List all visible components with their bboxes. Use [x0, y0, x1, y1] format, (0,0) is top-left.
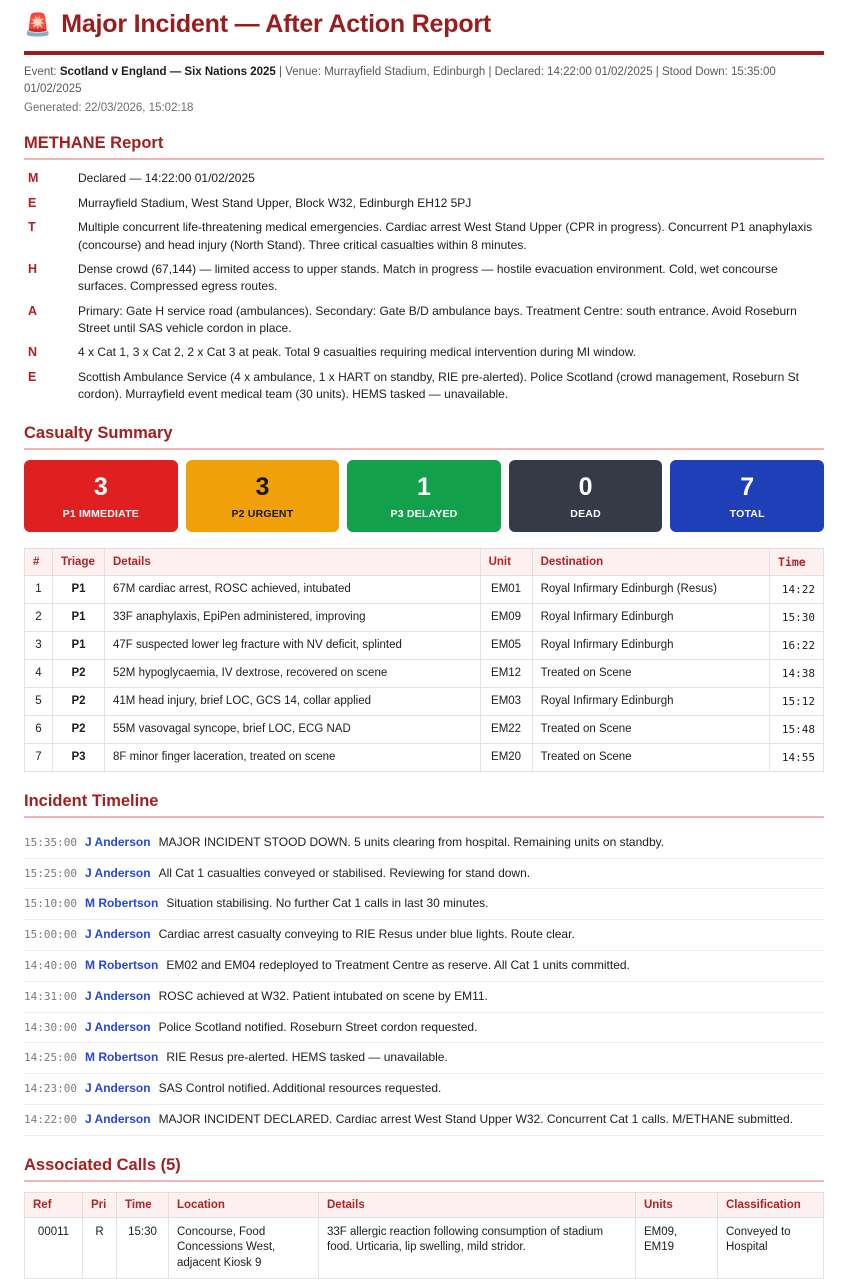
timeline-list	[24, 828, 824, 1136]
methane-section	[24, 134, 824, 403]
call-time: 15:30	[117, 1217, 169, 1279]
casualty-unit: EM20	[480, 743, 532, 771]
table-row[interactable]	[25, 631, 824, 659]
timeline-text: MAJOR INCIDENT DECLARED. Cardiac arrest West Stand Upper W32. Concurrent Cat 1 calls. M/ETHANE submitted.	[158, 1112, 793, 1127]
methane-text: Scottish Ambulance Service (4 x ambulance, 1 x HART on standby, RIE pre-alerted). Police Scotland (crowd management, Roseburn St cordon). Murrayfield event medical team (30 units). HEMS tasked — unavailable.	[78, 369, 800, 402]
timeline-entry	[24, 889, 824, 920]
casualty-time: 14:55	[770, 743, 824, 771]
event-name: Scotland v England — Six Nations 2025	[59, 66, 276, 78]
casualty-triage: P2	[53, 687, 105, 715]
timeline-time: 15:10:00	[24, 897, 77, 911]
timeline-divider	[24, 816, 824, 818]
meta-rest: | Venue: Murrayfield Stadium, Edinburgh | Declared: 14:22:00 01/02/2025 | Stood Down: 15:35:00 01/02/2025	[24, 66, 776, 95]
calls-table-body	[25, 1217, 824, 1279]
methane-text: 4 x Cat 1, 3 x Cat 2, 2 x Cat 3 at peak. Total 9 casualties requiring medical intervention during MI window.	[78, 345, 637, 360]
table-row[interactable]	[25, 1217, 824, 1279]
methane-text: Dense crowd (67,144) — limited access to upper stands. Match in progress — hostile evacuation environment. Cold, wet concourse surfaces. Compressed egress routes.	[78, 261, 778, 294]
methane-row	[24, 369, 824, 404]
methane-text: Primary: Gate H service road (ambulances). Secondary: Gate B/D ambulance bays. Treatment Centre: south entrance. Avoid Roseburn Street until SAS vehicle cordon in place.	[78, 303, 797, 336]
card-count: 0	[578, 472, 593, 501]
card-label: P2 URGENT	[231, 507, 294, 520]
casualty-card-p1-immediate	[24, 460, 178, 532]
timeline-user: M Robertson	[84, 1050, 159, 1065]
calls-col-header: Location	[169, 1192, 319, 1217]
calls-col-header: Units	[636, 1192, 718, 1217]
casualty-card-total	[670, 460, 824, 532]
methane-text: Declared — 14:22:00 01/02/2025	[78, 171, 255, 186]
timeline-section	[24, 792, 824, 1136]
methane-letter: T	[28, 220, 36, 235]
methane-row	[24, 170, 824, 187]
methane-row	[24, 195, 824, 212]
casualty-index: 3	[25, 631, 53, 659]
timeline-time: 14:23:00	[24, 1082, 77, 1096]
calls-col-header: Details	[319, 1192, 636, 1217]
table-row[interactable]	[25, 659, 824, 687]
timeline-user: M Robertson	[84, 958, 159, 973]
calls-divider	[24, 1180, 824, 1182]
timeline-text: Situation stabilising. No further Cat 1 calls in last 30 minutes.	[166, 896, 489, 911]
card-count: 3	[93, 472, 108, 501]
timeline-entry	[24, 951, 824, 982]
casualty-time: 15:48	[770, 715, 824, 743]
timeline-user: J Anderson	[84, 834, 151, 849]
casualty-triage: P2	[53, 659, 105, 687]
casualty-details: 33F anaphylaxis, EpiPen administered, improving	[105, 603, 481, 631]
methane-row	[24, 344, 824, 361]
casualty-details: 52M hypoglycaemia, IV dextrose, recovered on scene	[105, 659, 481, 687]
casualty-time: 14:22	[770, 575, 824, 603]
call-ref: 00011	[25, 1217, 83, 1279]
page-title-text: Major Incident — After Action Report	[61, 10, 492, 38]
timeline-user: J Anderson	[84, 927, 151, 942]
casualty-table-body	[25, 575, 824, 771]
casualty-unit: EM01	[480, 575, 532, 603]
casualty-triage: P1	[53, 575, 105, 603]
timeline-text: ROSC achieved at W32. Patient intubated on scene by EM11.	[158, 988, 488, 1003]
casualty-index: 7	[25, 743, 53, 771]
card-label: DEAD	[570, 507, 601, 520]
casualty-index: 1	[25, 575, 53, 603]
methane-list	[24, 170, 824, 403]
casualty-details: 55M vasovagal syncope, brief LOC, ECG NAD	[105, 715, 481, 743]
methane-letter: E	[28, 369, 37, 384]
table-row[interactable]	[25, 603, 824, 631]
card-label: P1 IMMEDIATE	[62, 507, 139, 520]
methane-letter: M	[28, 171, 39, 186]
casualty-destination: Treated on Scene	[532, 659, 769, 687]
generated-timestamp: Generated: 22/03/2026, 15:02:18	[24, 102, 194, 115]
casualty-card-p2-urgent	[186, 460, 340, 532]
casualty-time: 14:38	[770, 659, 824, 687]
casualty-destination: Royal Infirmary Edinburgh	[532, 687, 769, 715]
casualty-unit: EM22	[480, 715, 532, 743]
timeline-entry	[24, 1105, 824, 1136]
siren-icon: 🚨	[24, 11, 52, 37]
methane-row	[24, 219, 824, 254]
timeline-time: 15:00:00	[24, 928, 77, 942]
casualty-col-header: Details	[105, 548, 481, 575]
timeline-entry	[24, 982, 824, 1013]
timeline-time: 14:30:00	[24, 1020, 77, 1034]
casualty-col-header: Destination	[532, 548, 769, 575]
timeline-user: J Anderson	[84, 865, 151, 880]
casualty-index: 4	[25, 659, 53, 687]
casualty-triage: P3	[53, 743, 105, 771]
call-classification: Conveyed to Hospital	[718, 1217, 824, 1279]
methane-letter: N	[28, 345, 38, 360]
casualty-details: 47F suspected lower leg fracture with NV deficit, splinted	[105, 631, 481, 659]
casualty-unit: EM05	[480, 631, 532, 659]
timeline-heading: Incident Timeline	[24, 791, 159, 810]
table-row[interactable]	[25, 743, 824, 771]
casualty-table	[24, 548, 824, 772]
casualty-col-header: Unit	[480, 548, 532, 575]
timeline-text: Police Scotland notified. Roseburn Street cordon requested.	[158, 1019, 478, 1034]
timeline-time: 14:25:00	[24, 1051, 77, 1065]
timeline-entry	[24, 1043, 824, 1074]
meta-prefix: Event:	[24, 66, 60, 78]
timeline-user: J Anderson	[84, 1081, 151, 1096]
casualty-destination: Royal Infirmary Edinburgh	[532, 631, 769, 659]
title-divider	[24, 51, 824, 55]
timeline-text: All Cat 1 casualties conveyed or stabilised. Reviewing for stand down.	[158, 865, 531, 880]
timeline-user: J Anderson	[84, 1112, 151, 1127]
casualty-details: 8F minor finger laceration, treated on scene	[105, 743, 481, 771]
casualty-col-header: #	[25, 548, 53, 575]
methane-letter: H	[28, 261, 38, 276]
casualty-time: 15:12	[770, 687, 824, 715]
card-label: P3 DELAYED	[390, 507, 458, 520]
casualty-unit: EM03	[480, 687, 532, 715]
timeline-text: MAJOR INCIDENT STOOD DOWN. 5 units clearing from hospital. Remaining units on standby.	[158, 834, 665, 849]
timeline-time: 14:40:00	[24, 959, 77, 973]
methane-text: Murrayfield Stadium, West Stand Upper, Block W32, Edinburgh EH12 5PJ	[78, 195, 472, 210]
methane-letter: E	[28, 195, 37, 210]
report-header	[24, 0, 824, 114]
casualty-details: 67M cardiac arrest, ROSC achieved, intubated	[105, 575, 481, 603]
calls-col-header: Ref	[25, 1192, 83, 1217]
calls-section	[24, 1156, 824, 1279]
methane-heading: METHANE Report	[24, 134, 164, 153]
timeline-entry	[24, 1074, 824, 1105]
casualty-card-p3-delayed	[347, 460, 501, 532]
timeline-text: SAS Control notified. Additional resources requested.	[158, 1081, 442, 1096]
casualty-col-header: Triage	[53, 548, 105, 575]
card-count: 1	[417, 472, 431, 501]
call-units: EM09, EM19	[636, 1217, 718, 1279]
casualty-time: 15:30	[770, 603, 824, 631]
casualty-heading: Casualty Summary	[24, 423, 173, 442]
casualty-triage: P1	[53, 631, 105, 659]
timeline-text: EM02 and EM04 redeployed to Treatment Centre as reserve. All Cat 1 units committed.	[166, 958, 630, 973]
card-count: 3	[255, 472, 270, 501]
methane-row	[24, 303, 824, 338]
casualty-destination: Treated on Scene	[532, 715, 769, 743]
calls-heading: Associated Calls (5)	[24, 1155, 181, 1174]
casualty-details: 41M head injury, brief LOC, GCS 14, collar applied	[105, 687, 481, 715]
casualty-index: 6	[25, 715, 53, 743]
timeline-user: M Robertson	[84, 896, 159, 911]
casualty-destination: Royal Infirmary Edinburgh (Resus)	[532, 575, 769, 603]
casualty-triage: P2	[53, 715, 105, 743]
timeline-user: J Anderson	[84, 988, 151, 1003]
timeline-entry	[24, 828, 824, 859]
casualty-destination: Treated on Scene	[532, 743, 769, 771]
casualty-time: 16:22	[770, 631, 824, 659]
timeline-entry	[24, 920, 824, 951]
calls-col-header: Time	[117, 1192, 169, 1217]
casualty-destination: Royal Infirmary Edinburgh	[532, 603, 769, 631]
casualty-unit: EM12	[480, 659, 532, 687]
methane-divider	[24, 158, 824, 160]
timeline-time: 15:35:00	[24, 835, 77, 849]
methane-letter: A	[28, 303, 38, 318]
casualty-triage: P1	[53, 603, 105, 631]
incident-meta	[24, 64, 824, 97]
timeline-entry	[24, 1013, 824, 1044]
methane-text: Multiple concurrent life-threatening medical emergencies. Cardiac arrest West Stand Upper (CPR in progress). Concurrent P1 anaphylaxis (concourse) and head injury (North Stand). Three critical casualties within 8 minutes.	[78, 220, 813, 252]
card-count: 7	[740, 472, 755, 501]
casualty-section	[24, 424, 824, 772]
call-priority: R	[83, 1217, 117, 1279]
table-row[interactable]	[25, 687, 824, 715]
casualty-divider	[24, 448, 824, 450]
casualty-card-dead	[509, 460, 663, 532]
page-title	[24, 0, 824, 39]
methane-row	[24, 261, 824, 296]
calls-col-header: Pri	[83, 1192, 117, 1217]
timeline-time: 14:31:00	[24, 989, 77, 1003]
casualty-cards	[24, 460, 824, 532]
timeline-text: RIE Resus pre-alerted. HEMS tasked — unavailable.	[166, 1050, 448, 1065]
casualty-table-header	[25, 548, 824, 575]
call-location: Concourse, Food Concessions West, adjacent Kiosk 9	[169, 1217, 319, 1279]
timeline-time: 14:22:00	[24, 1113, 77, 1127]
timeline-entry	[24, 859, 824, 890]
card-label: TOTAL	[729, 507, 765, 520]
casualty-col-header: Time	[770, 548, 824, 575]
calls-table-header	[25, 1192, 824, 1217]
timeline-text: Cardiac arrest casualty conveying to RIE Resus under blue lights. Route clear.	[158, 927, 575, 942]
casualty-index: 5	[25, 687, 53, 715]
calls-col-header: Classification	[718, 1192, 824, 1217]
casualty-unit: EM09	[480, 603, 532, 631]
calls-table	[24, 1192, 824, 1279]
table-row[interactable]	[25, 715, 824, 743]
casualty-index: 2	[25, 603, 53, 631]
call-details: 33F allergic reaction following consumption of stadium food. Urticaria, lip swelling, mild stridor.	[319, 1217, 636, 1279]
timeline-user: J Anderson	[84, 1019, 151, 1034]
table-row[interactable]	[25, 575, 824, 603]
timeline-time: 15:25:00	[24, 866, 77, 880]
